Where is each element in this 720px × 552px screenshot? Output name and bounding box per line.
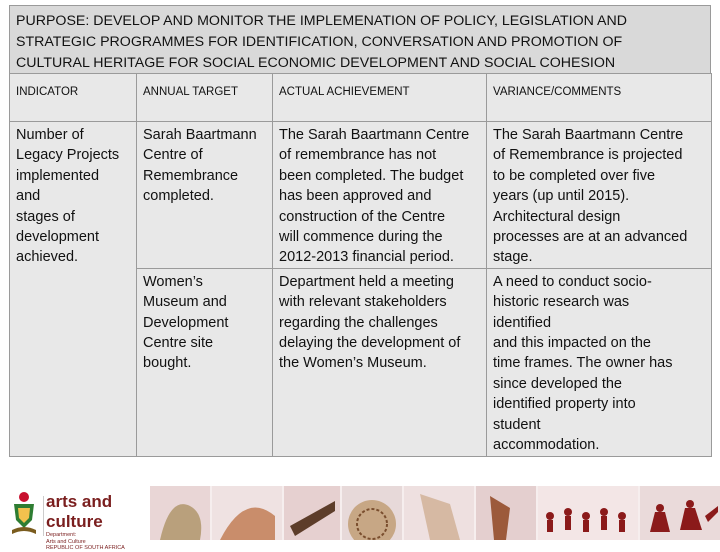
actual-cell: The Sarah Baartmann Centre of remembrance has not been completed. The budget has been approved and construction of the Centre will commence during the 2012-2013 financial period.: [273, 122, 487, 269]
brand-sub-1: Department:: [46, 532, 77, 538]
brand-sub-3: REPUBLIC OF SOUTH AFRICA: [46, 545, 125, 551]
coat-of-arms-icon: [8, 490, 40, 538]
target-cell: Women’s Museum and Development Centre site bought.: [137, 268, 273, 456]
footer-banner: [0, 486, 720, 551]
purpose-line-2: STRATEGIC PROGRAMMES FOR IDENTIFICATION, CONVERSATION AND PROMOTION OF: [16, 34, 623, 50]
cultural-collage-image: [150, 486, 720, 540]
purpose-line-3: CULTURAL HERITAGE FOR SOCIAL ECONOMIC DEVELOPMENT AND SOCIAL COHESION: [16, 55, 616, 71]
comments-cell: A need to conduct socio- historic research was identified and this impacted on the time frames. The owner has since developed the identified property into student accommodation.: [487, 268, 712, 456]
header-variance-comments: VARIANCE/COMMENTS: [487, 74, 712, 122]
actual-cell: Department held a meeting with relevant stakeholders regarding the challenges delaying the development of the Women’s Museum.: [273, 268, 487, 456]
purpose-line-1: PURPOSE: DEVELOP AND MONITOR THE IMPLEMENATION OF POLICY, LEGISLATION AND: [16, 13, 627, 29]
divider: [43, 496, 44, 536]
header-indicator: INDICATOR: [10, 74, 137, 122]
department-logo: [46, 492, 146, 551]
purpose-banner: [9, 5, 711, 73]
header-annual-target: ANNUAL TARGET: [137, 74, 273, 122]
indicator-table: [9, 73, 712, 457]
indicator-cell: Number of Legacy Projects implemented and stages of development achieved.: [10, 122, 137, 457]
brand-name: arts and culture: [46, 492, 113, 531]
target-cell: Sarah Baartmann Centre of Remembrance completed.: [137, 122, 273, 269]
comments-cell: The Sarah Baartmann Centre of Remembrance is projected to be completed over five years (up until 2015). Architectural design processes are at an advanced stage.: [487, 122, 712, 269]
table-header-row: [10, 74, 712, 122]
table-row: [10, 122, 712, 269]
brand-sub-2: Arts and Culture: [46, 538, 86, 545]
header-actual-achievement: ACTUAL ACHIEVEMENT: [273, 74, 487, 122]
